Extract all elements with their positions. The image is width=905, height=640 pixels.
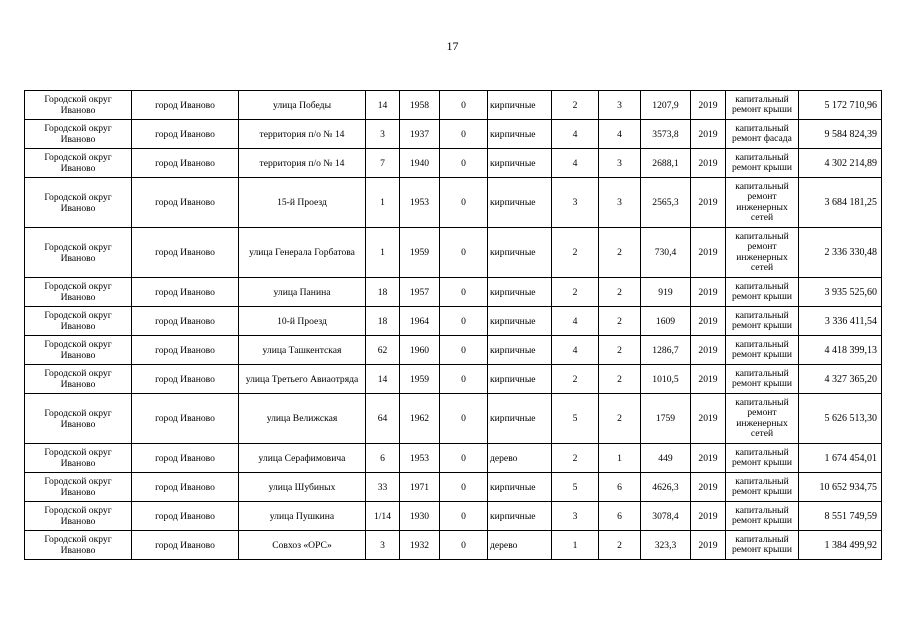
cost-cell: 5 626 513,30 <box>799 394 882 444</box>
table-row <box>25 473 882 502</box>
floors-cell: 2 <box>552 278 599 307</box>
house-number-cell: 6 <box>366 444 400 473</box>
house-number-cell: 1/14 <box>366 502 400 531</box>
repair-year-cell: 2019 <box>691 394 726 444</box>
repair-year-cell: 2019 <box>691 336 726 365</box>
table-row <box>25 91 882 120</box>
year-built-cell: 1958 <box>400 91 440 120</box>
floors-cell: 3 <box>552 178 599 228</box>
locality-cell: город Иваново <box>132 120 239 149</box>
zero-value-cell: 0 <box>440 394 488 444</box>
floors-cell: 2 <box>552 444 599 473</box>
work-type-cell: капитальный ремонт крыши <box>726 531 799 560</box>
entrances-cell: 3 <box>599 178 641 228</box>
cost-cell: 4 327 365,20 <box>799 365 882 394</box>
zero-value-cell: 0 <box>440 278 488 307</box>
cost-cell: 1 674 454,01 <box>799 444 882 473</box>
locality-cell: город Иваново <box>132 444 239 473</box>
work-type-cell: капитальный ремонт инженерных сетей <box>726 178 799 228</box>
street-cell: 10-й Проезд <box>239 307 366 336</box>
cost-cell: 9 584 824,39 <box>799 120 882 149</box>
street-cell: улица Ташкентская <box>239 336 366 365</box>
locality-cell: город Иваново <box>132 278 239 307</box>
table-row <box>25 228 882 278</box>
municipality-cell: Городской округ Иваново <box>25 120 132 149</box>
entrances-cell: 2 <box>599 394 641 444</box>
table-row <box>25 365 882 394</box>
area-cell: 919 <box>641 278 691 307</box>
house-number-cell: 33 <box>366 473 400 502</box>
house-number-cell: 14 <box>366 91 400 120</box>
cost-cell: 4 302 214,89 <box>799 149 882 178</box>
floors-cell: 1 <box>552 531 599 560</box>
wall-material-cell: кирпичные <box>488 120 552 149</box>
entrances-cell: 6 <box>599 473 641 502</box>
area-cell: 449 <box>641 444 691 473</box>
work-type-cell: капитальный ремонт крыши <box>726 149 799 178</box>
repair-year-cell: 2019 <box>691 228 726 278</box>
zero-value-cell: 0 <box>440 228 488 278</box>
table-body <box>25 91 882 560</box>
cost-cell: 3 935 525,60 <box>799 278 882 307</box>
cost-cell: 5 172 710,96 <box>799 91 882 120</box>
floors-cell: 4 <box>552 149 599 178</box>
locality-cell: город Иваново <box>132 394 239 444</box>
locality-cell: город Иваново <box>132 91 239 120</box>
table-row <box>25 278 882 307</box>
entrances-cell: 4 <box>599 120 641 149</box>
table-row <box>25 120 882 149</box>
table-row <box>25 149 882 178</box>
cost-cell: 10 652 934,75 <box>799 473 882 502</box>
street-cell: улица Победы <box>239 91 366 120</box>
entrances-cell: 2 <box>599 365 641 394</box>
work-type-cell: капитальный ремонт крыши <box>726 91 799 120</box>
municipality-cell: Городской округ Иваново <box>25 531 132 560</box>
zero-value-cell: 0 <box>440 444 488 473</box>
wall-material-cell: кирпичные <box>488 502 552 531</box>
street-cell: улица Пушкина <box>239 502 366 531</box>
area-cell: 3573,8 <box>641 120 691 149</box>
area-cell: 1286,7 <box>641 336 691 365</box>
entrances-cell: 1 <box>599 444 641 473</box>
repair-year-cell: 2019 <box>691 178 726 228</box>
wall-material-cell: кирпичные <box>488 336 552 365</box>
house-number-cell: 3 <box>366 120 400 149</box>
work-type-cell: капитальный ремонт крыши <box>726 365 799 394</box>
entrances-cell: 3 <box>599 149 641 178</box>
house-number-cell: 14 <box>366 365 400 394</box>
locality-cell: город Иваново <box>132 336 239 365</box>
year-built-cell: 1957 <box>400 278 440 307</box>
wall-material-cell: кирпичные <box>488 149 552 178</box>
zero-value-cell: 0 <box>440 365 488 394</box>
zero-value-cell: 0 <box>440 531 488 560</box>
floors-cell: 4 <box>552 336 599 365</box>
area-cell: 4626,3 <box>641 473 691 502</box>
wall-material-cell: дерево <box>488 531 552 560</box>
work-type-cell: капитальный ремонт крыши <box>726 336 799 365</box>
house-number-cell: 64 <box>366 394 400 444</box>
cost-cell: 4 418 399,13 <box>799 336 882 365</box>
entrances-cell: 2 <box>599 336 641 365</box>
entrances-cell: 2 <box>599 307 641 336</box>
year-built-cell: 1940 <box>400 149 440 178</box>
area-cell: 2565,3 <box>641 178 691 228</box>
municipality-cell: Городской округ Иваново <box>25 149 132 178</box>
work-type-cell: капитальный ремонт крыши <box>726 307 799 336</box>
wall-material-cell: кирпичные <box>488 365 552 394</box>
floors-cell: 3 <box>552 502 599 531</box>
area-cell: 2688,1 <box>641 149 691 178</box>
floors-cell: 4 <box>552 120 599 149</box>
locality-cell: город Иваново <box>132 228 239 278</box>
repair-year-cell: 2019 <box>691 365 726 394</box>
house-number-cell: 1 <box>366 178 400 228</box>
cost-cell: 8 551 749,59 <box>799 502 882 531</box>
floors-cell: 5 <box>552 473 599 502</box>
locality-cell: город Иваново <box>132 531 239 560</box>
wall-material-cell: кирпичные <box>488 228 552 278</box>
entrances-cell: 6 <box>599 502 641 531</box>
house-number-cell: 7 <box>366 149 400 178</box>
entrances-cell: 2 <box>599 531 641 560</box>
area-cell: 323,3 <box>641 531 691 560</box>
street-cell: 15-й Проезд <box>239 178 366 228</box>
work-type-cell: капитальный ремонт крыши <box>726 473 799 502</box>
municipality-cell: Городской округ Иваново <box>25 178 132 228</box>
cost-cell: 2 336 330,48 <box>799 228 882 278</box>
repair-year-cell: 2019 <box>691 444 726 473</box>
municipality-cell: Городской округ Иваново <box>25 365 132 394</box>
cost-cell: 3 336 411,54 <box>799 307 882 336</box>
zero-value-cell: 0 <box>440 91 488 120</box>
locality-cell: город Иваново <box>132 307 239 336</box>
area-cell: 1207,9 <box>641 91 691 120</box>
locality-cell: город Иваново <box>132 178 239 228</box>
repair-year-cell: 2019 <box>691 120 726 149</box>
work-type-cell: капитальный ремонт инженерных сетей <box>726 394 799 444</box>
table-row <box>25 444 882 473</box>
table-row <box>25 531 882 560</box>
work-type-cell: капитальный ремонт крыши <box>726 444 799 473</box>
year-built-cell: 1971 <box>400 473 440 502</box>
zero-value-cell: 0 <box>440 336 488 365</box>
zero-value-cell: 0 <box>440 178 488 228</box>
municipality-cell: Городской округ Иваново <box>25 307 132 336</box>
zero-value-cell: 0 <box>440 502 488 531</box>
municipality-cell: Городской округ Иваново <box>25 444 132 473</box>
municipality-cell: Городской округ Иваново <box>25 473 132 502</box>
street-cell: Совхоз «ОРС» <box>239 531 366 560</box>
year-built-cell: 1959 <box>400 228 440 278</box>
table-row <box>25 178 882 228</box>
street-cell: улица Генерала Горбатова <box>239 228 366 278</box>
area-cell: 1609 <box>641 307 691 336</box>
area-cell: 1759 <box>641 394 691 444</box>
wall-material-cell: кирпичные <box>488 178 552 228</box>
year-built-cell: 1960 <box>400 336 440 365</box>
house-number-cell: 1 <box>366 228 400 278</box>
municipality-cell: Городской округ Иваново <box>25 336 132 365</box>
street-cell: улица Серафимовича <box>239 444 366 473</box>
street-cell: улица Шубиных <box>239 473 366 502</box>
entrances-cell: 2 <box>599 228 641 278</box>
locality-cell: город Иваново <box>132 473 239 502</box>
year-built-cell: 1932 <box>400 531 440 560</box>
table-row <box>25 394 882 444</box>
table-row <box>25 336 882 365</box>
zero-value-cell: 0 <box>440 473 488 502</box>
work-type-cell: капитальный ремонт инженерных сетей <box>726 228 799 278</box>
municipality-cell: Городской округ Иваново <box>25 394 132 444</box>
street-cell: территория п/о № 14 <box>239 120 366 149</box>
floors-cell: 4 <box>552 307 599 336</box>
house-number-cell: 62 <box>366 336 400 365</box>
work-type-cell: капитальный ремонт крыши <box>726 502 799 531</box>
repair-year-cell: 2019 <box>691 307 726 336</box>
area-cell: 1010,5 <box>641 365 691 394</box>
locality-cell: город Иваново <box>132 365 239 394</box>
area-cell: 730,4 <box>641 228 691 278</box>
zero-value-cell: 0 <box>440 307 488 336</box>
house-number-cell: 18 <box>366 307 400 336</box>
floors-cell: 2 <box>552 91 599 120</box>
repair-year-cell: 2019 <box>691 149 726 178</box>
wall-material-cell: кирпичные <box>488 307 552 336</box>
repair-year-cell: 2019 <box>691 278 726 307</box>
repair-year-cell: 2019 <box>691 473 726 502</box>
municipality-cell: Городской округ Иваново <box>25 91 132 120</box>
year-built-cell: 1930 <box>400 502 440 531</box>
table-row <box>25 307 882 336</box>
year-built-cell: 1937 <box>400 120 440 149</box>
table-row <box>25 502 882 531</box>
zero-value-cell: 0 <box>440 149 488 178</box>
wall-material-cell: кирпичные <box>488 91 552 120</box>
repair-year-cell: 2019 <box>691 502 726 531</box>
entrances-cell: 3 <box>599 91 641 120</box>
work-type-cell: капитальный ремонт крыши <box>726 278 799 307</box>
street-cell: территория п/о № 14 <box>239 149 366 178</box>
cost-cell: 3 684 181,25 <box>799 178 882 228</box>
wall-material-cell: кирпичные <box>488 473 552 502</box>
repair-year-cell: 2019 <box>691 531 726 560</box>
year-built-cell: 1964 <box>400 307 440 336</box>
locality-cell: город Иваново <box>132 502 239 531</box>
area-cell: 3078,4 <box>641 502 691 531</box>
street-cell: улица Третьего Авиаотряда <box>239 365 366 394</box>
house-number-cell: 18 <box>366 278 400 307</box>
wall-material-cell: кирпичные <box>488 394 552 444</box>
year-built-cell: 1959 <box>400 365 440 394</box>
municipality-cell: Городской округ Иваново <box>25 502 132 531</box>
zero-value-cell: 0 <box>440 120 488 149</box>
page-number: 17 <box>446 39 459 53</box>
year-built-cell: 1962 <box>400 394 440 444</box>
year-built-cell: 1953 <box>400 444 440 473</box>
repair-year-cell: 2019 <box>691 91 726 120</box>
street-cell: улица Панина <box>239 278 366 307</box>
repair-register-table <box>24 90 882 560</box>
cost-cell: 1 384 499,92 <box>799 531 882 560</box>
wall-material-cell: кирпичные <box>488 278 552 307</box>
municipality-cell: Городской округ Иваново <box>25 278 132 307</box>
locality-cell: город Иваново <box>132 149 239 178</box>
street-cell: улица Велижская <box>239 394 366 444</box>
year-built-cell: 1953 <box>400 178 440 228</box>
house-number-cell: 3 <box>366 531 400 560</box>
municipality-cell: Городской округ Иваново <box>25 228 132 278</box>
work-type-cell: капитальный ремонт фасада <box>726 120 799 149</box>
floors-cell: 5 <box>552 394 599 444</box>
floors-cell: 2 <box>552 228 599 278</box>
entrances-cell: 2 <box>599 278 641 307</box>
wall-material-cell: дерево <box>488 444 552 473</box>
floors-cell: 2 <box>552 365 599 394</box>
